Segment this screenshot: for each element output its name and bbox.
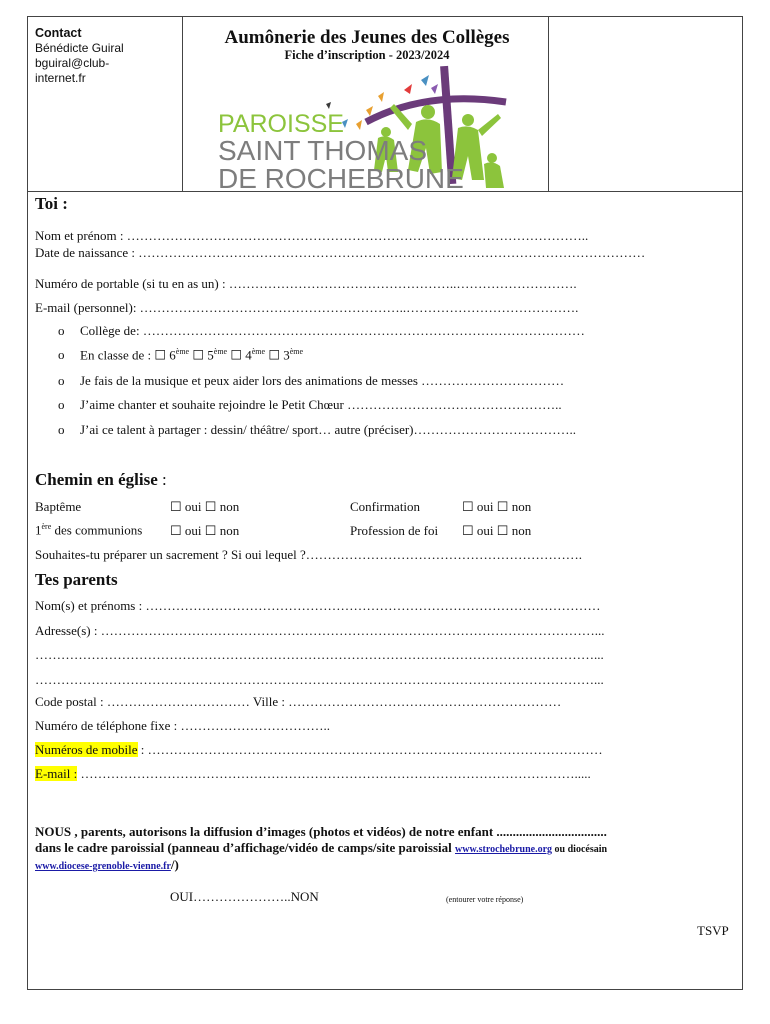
chemin-heading-suffix: :	[157, 470, 167, 489]
sup-eme: ème	[213, 347, 228, 356]
link-suffix: ou diocésain	[552, 844, 608, 855]
non-label: non	[511, 499, 532, 514]
field-chanter[interactable]: J’aime chanter et souhaite rejoindre le Petit Chœur …………………………………………..	[80, 397, 562, 412]
checkbox-profession-oui[interactable]: ☐	[462, 523, 474, 538]
field-tel-fixe[interactable]: Numéro de téléphone fixe : ……………………………..	[35, 718, 330, 733]
classe-3: 3	[283, 347, 290, 363]
autorisation-line-1: NOUS , parents, autorisons la diffusion d’images (photos et vidéos) de notre enfant ..................................	[35, 824, 607, 839]
field-email-personnel[interactable]: E-mail (personnel): ……………………………………………………..………………………………….	[35, 300, 579, 315]
section-heading-toi: Toi :	[35, 194, 68, 213]
page-subtitle: Fiche d’inscription - 2023/2024	[284, 48, 450, 62]
choice-oui-non[interactable]: OUI…………………..NON	[170, 889, 319, 904]
bapteme-options	[170, 499, 239, 515]
bullet: o	[58, 323, 65, 338]
checkbox-confirmation-oui[interactable]: ☐	[462, 499, 474, 514]
oui-label: oui	[184, 499, 202, 514]
bullet: o	[58, 347, 65, 362]
email-dots: …………………………………………………………………………………………………….....	[77, 766, 591, 781]
checkbox-bapteme-non[interactable]: ☐	[204, 499, 217, 514]
confirmation-options	[462, 499, 531, 515]
label-communion	[35, 522, 142, 538]
parish-logo	[216, 62, 516, 192]
contact-label: Contact	[35, 26, 82, 40]
field-talent[interactable]: J’ai ce talent à partager : dessin/ théâtre/ sport… autre (préciser)………………………………..	[80, 422, 577, 437]
autorisation-line-2	[35, 840, 607, 856]
logo-line-2: SAINT THOMAS	[218, 135, 428, 166]
field-adresse-line3[interactable]: …………………………………………………………………………………………………………………...	[35, 672, 604, 687]
contact-email-1[interactable]: bguiral@club-	[35, 56, 110, 70]
section-heading-chemin	[35, 470, 167, 490]
email-label: E-mail :	[35, 766, 78, 781]
checkbox-5eme[interactable]: ☐	[192, 347, 205, 363]
link-2-suffix: /)	[170, 857, 179, 872]
checkbox-4eme[interactable]: ☐	[230, 347, 242, 363]
logo-line-3: DE ROCHEBRUNE	[218, 163, 464, 192]
field-date-naissance[interactable]: Date de naissance : ………………………………………………………………………………………………………	[35, 245, 646, 260]
link-diocese[interactable]: www.diocese-grenoble-vienne.fr	[35, 861, 171, 872]
sup-eme: ème	[251, 347, 266, 356]
checkbox-6eme[interactable]: ☐	[154, 347, 167, 363]
communion-text: des communions	[51, 522, 143, 538]
mobile-dots: : ……………………………………………………………………………………………	[137, 742, 603, 757]
contact-name: Bénédicte Guiral	[35, 41, 124, 55]
non-label: non	[219, 523, 240, 538]
classe-6: 6	[169, 347, 176, 363]
mobile-label: Numéros de mobile	[35, 742, 138, 757]
field-adresse-line2[interactable]: …………………………………………………………………………………………………………………...	[35, 647, 604, 662]
checkbox-3eme[interactable]: ☐	[268, 347, 280, 363]
profession-options	[462, 523, 531, 539]
classe-label: En classe de :	[80, 347, 152, 363]
communion-sup: ère	[41, 522, 52, 531]
field-code-postal-ville[interactable]: Code postal : …………………………… Ville : ………………………………………………………	[35, 694, 562, 709]
contact-email-2[interactable]: internet.fr	[35, 71, 86, 85]
contact-block	[35, 26, 124, 86]
label-bapteme: Baptême	[35, 499, 82, 514]
checkbox-bapteme-oui[interactable]: ☐	[170, 499, 182, 514]
communion-num: 1	[35, 522, 42, 538]
field-sacrement[interactable]: Souhaites-tu préparer un sacrement ? Si oui lequel ?……………………………………………………….	[35, 547, 582, 562]
oui-label: oui	[476, 499, 494, 514]
field-classe	[80, 347, 303, 363]
classe-4: 4	[245, 347, 252, 363]
non-label: non	[511, 523, 532, 538]
header-divider-right	[548, 16, 549, 192]
autorisation-line-3	[35, 857, 179, 873]
section-heading-parents: Tes parents	[35, 570, 118, 589]
oui-label: oui	[184, 523, 202, 538]
logo-line-1: PAROISSE	[218, 110, 344, 138]
header-divider-left	[182, 16, 183, 192]
label-profession: Profession de foi	[350, 523, 439, 538]
link-strochebrune[interactable]: www.strochebrune.org	[455, 844, 553, 855]
oui-label: oui	[476, 523, 494, 538]
field-college[interactable]: Collège de: …………………………………………………………………………………………	[80, 323, 585, 338]
note-entourer: (entourer votre réponse)	[446, 895, 524, 904]
autorisation-text: dans le cadre paroissial (panneau d’affichage/vidéo de camps/site paroissial	[35, 840, 456, 855]
bullet: o	[58, 373, 65, 388]
non-label: non	[219, 499, 240, 514]
checkbox-profession-non[interactable]: ☐	[496, 523, 509, 538]
chemin-heading-text: Chemin en église	[35, 470, 158, 489]
sup-eme: ème	[175, 347, 190, 356]
communion-options	[170, 523, 239, 539]
logo-graphic	[216, 62, 516, 192]
checkbox-communion-non[interactable]: ☐	[204, 523, 217, 538]
field-parents-noms[interactable]: Nom(s) et prénoms : ……………………………………………………………………………………………	[35, 598, 601, 613]
bullet: o	[58, 422, 65, 437]
field-portable[interactable]: Numéro de portable (si tu en as un) : ……………………………………………..……………………….	[35, 276, 577, 291]
page-title: Aumônerie des Jeunes des Collèges	[224, 27, 510, 48]
checkbox-communion-oui[interactable]: ☐	[170, 523, 182, 538]
sup-eme: ème	[289, 347, 304, 356]
field-nom-prenom[interactable]: Nom et prénom : ……………………………………………………………………………………………..	[35, 228, 589, 243]
label-confirmation: Confirmation	[350, 499, 421, 514]
field-musique[interactable]: Je fais de la musique et peux aider lors des animations de messes ……………………………	[80, 373, 565, 388]
field-adresse[interactable]: Adresse(s) : ……………………………………………………………………………………………………...	[35, 623, 605, 638]
bullet: o	[58, 397, 65, 412]
checkbox-confirmation-non[interactable]: ☐	[496, 499, 509, 514]
field-mobile[interactable]	[35, 742, 603, 758]
classe-5: 5	[207, 347, 214, 363]
field-email-parents[interactable]	[35, 766, 591, 782]
tsvp-label: TSVP	[697, 923, 729, 938]
